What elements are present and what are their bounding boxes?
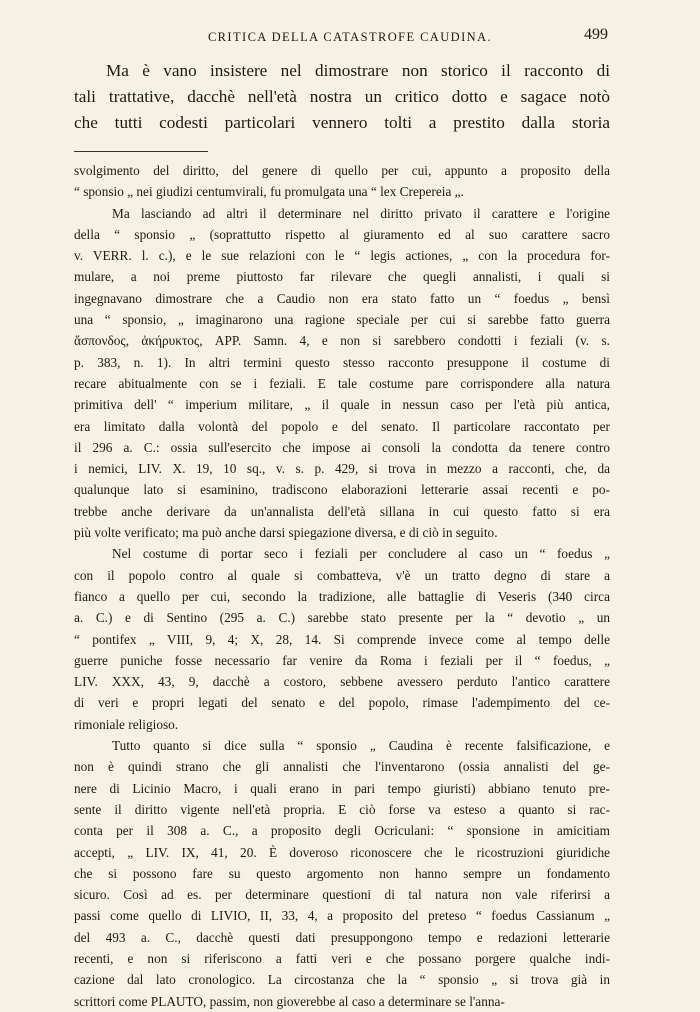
footnote-line: p. 383, n. 1). In altri termini questo stesso racconto presuppone il costume di bbox=[74, 354, 610, 370]
running-title: CRITICA DELLA CATASTROFE CAUDINA. bbox=[207, 30, 493, 44]
footnote-line: fianco a quello per cui, secondo la tradizione, alle battaglie di Veseris (340 circa bbox=[74, 588, 610, 604]
footnote-line: accepti, „ LIV. IX, 41, 20. È doveroso riconoscere che le ricostruzioni giuridiche bbox=[74, 844, 610, 860]
footnote-line: LIV. XXX, 43, 9, dacchè a costoro, sebbene avessero perduto l'antico carattere bbox=[74, 674, 610, 690]
page-number: 499 bbox=[584, 26, 608, 43]
footnote-line: Nel costume di portar seco i feziali per concludere al caso un “ foedus „ bbox=[112, 546, 610, 562]
footnote-line: scrittori come PLAUTO, passim, non gioverebbe al caso a determinare se l'anna- bbox=[74, 993, 505, 1009]
footnote-line: Ma lasciando ad altri il determinare nel diritto privato il carattere e l'origine bbox=[112, 205, 610, 221]
footnote-line: sente il diritto vigente nell'età propria. E ciò forse va esteso a quanto si rac- bbox=[74, 801, 610, 817]
footnote-line: con il popolo contro al quale si combatteva, v'è un tratto degno di stare a bbox=[74, 567, 610, 583]
footnote-line: ἄσπονδος, ἀκήρυκτος, APP. Samn. 4, e non si sarebbero condotti i feziali (v. s. bbox=[74, 333, 610, 349]
footnote-line: recenti, e non si riferiscono a fatti veri e che possano porgere qualche indi- bbox=[74, 950, 610, 966]
footnote-line: recare abitualmente con se i feziali. E tale costume pare corrispondere alla natura bbox=[74, 375, 610, 391]
footnote-line: “ pontifex „ VIII, 9, 4; X, 28, 14. Si comprende invece come al tempo delle bbox=[74, 631, 610, 647]
footnote-line: il 296 a. C.: ossia sull'esercito che impose ai consoli la condotta da tenere contro bbox=[74, 439, 610, 455]
footnote-line: i nemici, LIV. X. 19, 10 sq., v. s. p. 429, si trova in mezzo a racconti, che, da bbox=[74, 461, 610, 477]
footnote-line: era limitato dalla volontà del popolo e del senato. Il particolare raccontato per bbox=[74, 418, 610, 434]
footnote-line: trebbe anche derivare da un'annalista dell'età sillana in cui questo fatto si era bbox=[74, 503, 610, 519]
footnote-separator bbox=[74, 151, 208, 152]
footnote-line: di veri e propri legati del senato e del popolo, rimase l'adempimento del ce- bbox=[74, 695, 610, 711]
footnote-line: mulare, a noi preme piuttosto far rilevare che quegli annalisti, i quali si bbox=[74, 269, 610, 285]
main-text bbox=[74, 58, 610, 136]
footnote-line: qualunque lato si esaminino, tradiscono elaborazioni letterarie assai recenti e po- bbox=[74, 482, 610, 498]
footnote-line: una “ sponsio, „ imaginarono una ragione speciale per cui si sarebbe fatto guerra bbox=[74, 312, 610, 328]
footnote-line: Tutto quanto si dice sulla “ sponsio „ Caudina è recente falsificazione, e bbox=[112, 738, 610, 754]
page-header bbox=[0, 26, 700, 50]
footnote-line: passi come quello di LIVIO, II, 33, 4, a proposito del preteso “ foedus Cassianum „ bbox=[74, 908, 610, 924]
footnote bbox=[74, 160, 610, 1012]
main-text-line: che tutti codesti particolari vennero tolti a prestito dalla storia bbox=[74, 113, 610, 132]
main-text-line: tali trattative, dacchè nell'età nostra un critico dotto e sagace notò bbox=[74, 87, 610, 106]
footnote-line: più volte verificato; ma può anche darsi spiegazione diversa, e di ciò in seguito. bbox=[74, 525, 498, 541]
footnote-line: conta per il 308 a. C., a proposito degli Ocriculani: “ sponsione in amicitiam bbox=[74, 823, 610, 839]
footnote-line: a. C.) e di Sentino (295 a. C.) sarebbe stato presente per la “ devotio „ un bbox=[74, 610, 610, 626]
footnote-line: del 493 a. C., dacchè questi dati presuppongono tempo e redazioni letterarie bbox=[74, 929, 610, 945]
footnote-line: sicuro. Così ad es. per determinare questioni di tal natura non vale riferirsi a bbox=[74, 887, 610, 903]
footnote-line: della “ sponsio „ (soprattutto rispetto al giuramento ed al suo carattere sacro bbox=[74, 226, 610, 242]
main-text-line: Ma è vano insistere nel dimostrare non storico il racconto di bbox=[106, 61, 610, 80]
footnote-line: che si possono fare su questo argomento non hanno sempre un fondamento bbox=[74, 865, 610, 881]
footnote-line: svolgimento del diritto, del genere di quello per cui, appunto a proposito della bbox=[74, 163, 610, 178]
footnote-line: guerre puniche fosse necessario far venire da Roma i feziali per il “ foedus, „ bbox=[74, 652, 610, 668]
footnote-line: ingegnavano dimostrare che a Caudio non era stato fatto un “ foedus „ bensì bbox=[74, 290, 610, 306]
footnote-line: rimoniale religioso. bbox=[74, 716, 179, 732]
footnote-line: primitiva dell' “ imperium militare, „ il quale in nessun caso per l'età più antica, bbox=[74, 397, 610, 413]
footnote-line: cazione dal lato cronologico. La circostanza che la “ sponsio „ si trova già in bbox=[74, 972, 610, 988]
footnote-line: “ sponsio „ nei giudizi centumvirali, fu promulgata una “ lex Crepereia „. bbox=[74, 184, 464, 200]
footnote-line: nere di Licinio Macro, i quali erano in pari tempo giuristi) abbiano tenuto pre- bbox=[74, 780, 610, 796]
footnote-line: v. VERR. l. c.), e le sue relazioni con le “ legis actiones, „ con la procedura for- bbox=[74, 248, 610, 264]
footnote-line: non è quindi strano che gli annalisti che l'inventarono (ossia annalisti del ge- bbox=[74, 759, 610, 775]
